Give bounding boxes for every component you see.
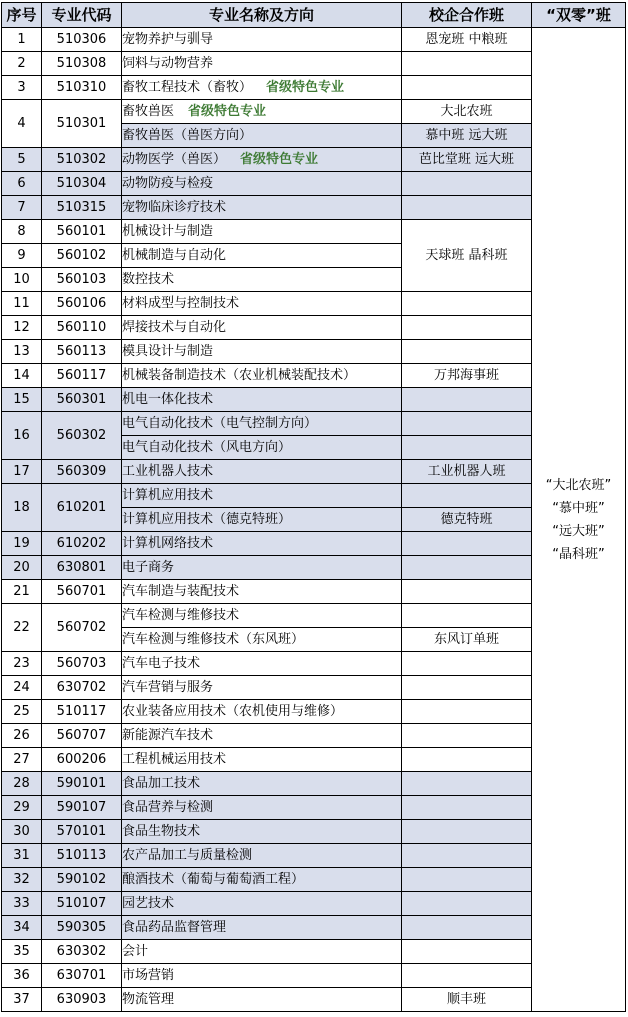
coop-class: 天球班 晶科班 xyxy=(402,220,532,292)
major-code: 560302 xyxy=(42,412,122,460)
coop-class: 万邦海事班 xyxy=(402,364,532,388)
major-name-text: 机电一体化技术 xyxy=(122,392,214,407)
coop-class xyxy=(402,172,532,196)
major-name xyxy=(122,700,402,724)
coop-class: 大北农班 xyxy=(402,100,532,124)
major-name xyxy=(122,844,402,868)
coop-class: 慕中班 远大班 xyxy=(402,124,532,148)
major-code: 510315 xyxy=(42,196,122,220)
major-code: 610202 xyxy=(42,532,122,556)
major-code: 590305 xyxy=(42,916,122,940)
coop-class xyxy=(402,484,532,508)
row-number: 16 xyxy=(2,412,42,460)
major-name-text: 汽车营销与服务 xyxy=(122,680,214,695)
row-number: 9 xyxy=(2,244,42,268)
major-name-text: 食品药品监督管理 xyxy=(122,920,227,935)
coop-class xyxy=(402,556,532,580)
major-name-text: 材料成型与控制技术 xyxy=(122,296,240,311)
major-name xyxy=(122,604,402,628)
major-name xyxy=(122,412,402,436)
major-name-text: 会计 xyxy=(122,944,149,959)
major-name xyxy=(122,724,402,748)
row-number: 6 xyxy=(2,172,42,196)
coop-class: 恩宠班 中粮班 xyxy=(402,28,532,52)
major-name xyxy=(122,292,402,316)
major-name-text: 电气自动化技术（电气控制方向） xyxy=(122,416,318,431)
major-name-text: 汽车检测与维修技术 xyxy=(122,608,240,623)
majors-table xyxy=(1,2,626,1012)
row-number: 3 xyxy=(2,76,42,100)
row-number: 10 xyxy=(2,268,42,292)
major-name xyxy=(122,508,402,532)
major-code: 560701 xyxy=(42,580,122,604)
major-name xyxy=(122,196,402,220)
major-name xyxy=(122,316,402,340)
dual-zero-classes xyxy=(532,28,626,1012)
major-code: 510310 xyxy=(42,76,122,100)
major-name xyxy=(122,364,402,388)
major-name-text: 食品生物技术 xyxy=(122,824,201,839)
row-number: 4 xyxy=(2,100,42,148)
major-name xyxy=(122,100,402,124)
major-name-text: 园艺技术 xyxy=(122,896,175,911)
major-name-text: 宠物养护与驯导 xyxy=(122,32,214,47)
major-name-text: 宠物临床诊疗技术 xyxy=(122,200,227,215)
major-name-text: 计算机应用技术（德克特班） xyxy=(122,512,292,527)
coop-class xyxy=(402,700,532,724)
major-name xyxy=(122,796,402,820)
major-name xyxy=(122,484,402,508)
major-name-text: 畜牧兽医（兽医方向） xyxy=(122,128,253,143)
coop-class xyxy=(402,724,532,748)
major-code: 630701 xyxy=(42,964,122,988)
row-number: 33 xyxy=(2,892,42,916)
major-name-text: 食品营养与检测 xyxy=(122,800,214,815)
major-name-text: 动物防疫与检疫 xyxy=(122,176,214,191)
major-name-text: 机械设计与制造 xyxy=(122,224,214,239)
row-number: 34 xyxy=(2,916,42,940)
major-name-text: 畜牧工程技术（畜牧） xyxy=(122,80,253,95)
row-number: 29 xyxy=(2,796,42,820)
major-name xyxy=(122,676,402,700)
row-number: 5 xyxy=(2,148,42,172)
major-name-text: 饲料与动物营养 xyxy=(122,56,214,71)
major-name xyxy=(122,268,402,292)
coop-class xyxy=(402,532,532,556)
major-name-text: 机械装备制造技术（农业机械装配技术） xyxy=(122,368,357,383)
major-code: 560703 xyxy=(42,652,122,676)
major-name-text: 新能源汽车技术 xyxy=(122,728,214,743)
major-name-text: 食品加工技术 xyxy=(122,776,201,791)
major-name-text: 模具设计与制造 xyxy=(122,344,214,359)
coop-class xyxy=(402,844,532,868)
major-name xyxy=(122,76,402,100)
dual-class-item: “慕中班” xyxy=(552,500,605,516)
major-code: 560101 xyxy=(42,220,122,244)
header-dual: “双零”班 xyxy=(532,3,626,28)
row-number: 35 xyxy=(2,940,42,964)
row-number: 24 xyxy=(2,676,42,700)
coop-class xyxy=(402,580,532,604)
coop-class: 芭比堂班 远大班 xyxy=(402,148,532,172)
major-name-text: 工业机器人技术 xyxy=(122,464,214,479)
coop-class xyxy=(402,412,532,436)
coop-class: 工业机器人班 xyxy=(402,460,532,484)
major-code: 510306 xyxy=(42,28,122,52)
row-number: 2 xyxy=(2,52,42,76)
major-name-text: 电气自动化技术（风电方向） xyxy=(122,440,292,455)
major-name-text: 数控技术 xyxy=(122,272,175,287)
major-name xyxy=(122,628,402,652)
major-name-text: 酿酒技术（葡萄与葡萄酒工程） xyxy=(122,872,305,887)
header-no: 序号 xyxy=(2,3,42,28)
major-name-text: 物流管理 xyxy=(122,992,175,1007)
row-number: 25 xyxy=(2,700,42,724)
major-code: 630702 xyxy=(42,676,122,700)
major-code: 630903 xyxy=(42,988,122,1012)
major-name-text: 农业装备应用技术（农机使用与维修） xyxy=(122,704,344,719)
row-number: 7 xyxy=(2,196,42,220)
coop-class xyxy=(402,820,532,844)
major-name-text: 汽车电子技术 xyxy=(122,656,201,671)
header-row xyxy=(2,3,626,28)
major-code: 510301 xyxy=(42,100,122,148)
row-number: 26 xyxy=(2,724,42,748)
major-name xyxy=(122,172,402,196)
dual-class-item: “晶科班” xyxy=(552,546,605,562)
row-number: 31 xyxy=(2,844,42,868)
row-number: 1 xyxy=(2,28,42,52)
row-number: 13 xyxy=(2,340,42,364)
row-number: 37 xyxy=(2,988,42,1012)
major-name xyxy=(122,388,402,412)
major-name-text: 计算机网络技术 xyxy=(122,536,214,551)
row-number: 23 xyxy=(2,652,42,676)
major-code: 560102 xyxy=(42,244,122,268)
table-row xyxy=(2,28,626,52)
coop-class xyxy=(402,316,532,340)
row-number: 14 xyxy=(2,364,42,388)
major-name xyxy=(122,28,402,52)
major-name-text: 焊接技术与自动化 xyxy=(122,320,227,335)
major-name-text: 计算机应用技术 xyxy=(122,488,214,503)
major-code: 560106 xyxy=(42,292,122,316)
coop-class xyxy=(402,964,532,988)
major-name-text: 畜牧兽医 xyxy=(122,104,175,119)
major-name xyxy=(122,220,402,244)
major-name-text: 市场营销 xyxy=(122,968,175,983)
header-code: 专业代码 xyxy=(42,3,122,28)
coop-class xyxy=(402,676,532,700)
major-name xyxy=(122,772,402,796)
provincial-feature-tag: 省级特色专业 xyxy=(266,80,345,95)
major-name xyxy=(122,892,402,916)
major-code: 560707 xyxy=(42,724,122,748)
row-number: 18 xyxy=(2,484,42,532)
row-number: 36 xyxy=(2,964,42,988)
major-code: 590107 xyxy=(42,796,122,820)
major-code: 630302 xyxy=(42,940,122,964)
coop-class xyxy=(402,52,532,76)
coop-class xyxy=(402,652,532,676)
major-code: 610201 xyxy=(42,484,122,532)
row-number: 12 xyxy=(2,316,42,340)
major-name xyxy=(122,580,402,604)
row-number: 30 xyxy=(2,820,42,844)
major-name xyxy=(122,556,402,580)
major-code: 510117 xyxy=(42,700,122,724)
major-code: 560702 xyxy=(42,604,122,652)
major-name xyxy=(122,436,402,460)
row-number: 11 xyxy=(2,292,42,316)
coop-class xyxy=(402,892,532,916)
major-name xyxy=(122,244,402,268)
major-name xyxy=(122,340,402,364)
major-name-text: 汽车检测与维修技术（东风班） xyxy=(122,632,305,647)
coop-class xyxy=(402,868,532,892)
major-code: 560301 xyxy=(42,388,122,412)
major-code: 510107 xyxy=(42,892,122,916)
major-name-text: 机械制造与自动化 xyxy=(122,248,227,263)
coop-class xyxy=(402,388,532,412)
major-name-text: 电子商务 xyxy=(122,560,175,575)
major-code: 570101 xyxy=(42,820,122,844)
major-code: 560117 xyxy=(42,364,122,388)
coop-class xyxy=(402,340,532,364)
coop-class xyxy=(402,604,532,628)
major-name xyxy=(122,748,402,772)
major-name xyxy=(122,52,402,76)
major-name xyxy=(122,964,402,988)
major-name-text: 汽车制造与装配技术 xyxy=(122,584,240,599)
row-number: 21 xyxy=(2,580,42,604)
coop-class xyxy=(402,292,532,316)
coop-class xyxy=(402,436,532,460)
coop-class xyxy=(402,916,532,940)
major-name xyxy=(122,148,402,172)
major-code: 510308 xyxy=(42,52,122,76)
row-number: 8 xyxy=(2,220,42,244)
major-name xyxy=(122,124,402,148)
row-number: 32 xyxy=(2,868,42,892)
major-name xyxy=(122,652,402,676)
row-number: 27 xyxy=(2,748,42,772)
dual-class-item: “大北农班” xyxy=(545,477,612,493)
major-name-text: 工程机械运用技术 xyxy=(122,752,227,767)
row-number: 20 xyxy=(2,556,42,580)
major-code: 560113 xyxy=(42,340,122,364)
major-name xyxy=(122,916,402,940)
header-name: 专业名称及方向 xyxy=(122,3,402,28)
coop-class: 德克特班 xyxy=(402,508,532,532)
major-code: 600206 xyxy=(42,748,122,772)
major-code: 510302 xyxy=(42,148,122,172)
major-code: 630801 xyxy=(42,556,122,580)
major-code: 510304 xyxy=(42,172,122,196)
table-body xyxy=(2,28,626,1012)
major-code: 590102 xyxy=(42,868,122,892)
dual-class-item: “远大班” xyxy=(552,523,605,539)
major-code: 560103 xyxy=(42,268,122,292)
row-number: 19 xyxy=(2,532,42,556)
major-name-text: 农产品加工与质量检测 xyxy=(122,848,253,863)
major-name xyxy=(122,532,402,556)
major-name xyxy=(122,940,402,964)
major-name-text: 动物医学（兽医） xyxy=(122,152,227,167)
coop-class xyxy=(402,748,532,772)
row-number: 22 xyxy=(2,604,42,652)
major-code: 560309 xyxy=(42,460,122,484)
row-number: 15 xyxy=(2,388,42,412)
provincial-feature-tag: 省级特色专业 xyxy=(240,152,319,167)
major-name xyxy=(122,988,402,1012)
major-code: 510113 xyxy=(42,844,122,868)
coop-class: 东风订单班 xyxy=(402,628,532,652)
coop-class xyxy=(402,196,532,220)
row-number: 17 xyxy=(2,460,42,484)
major-code: 590101 xyxy=(42,772,122,796)
coop-class xyxy=(402,796,532,820)
coop-class: 顺丰班 xyxy=(402,988,532,1012)
header-coop: 校企合作班 xyxy=(402,3,532,28)
major-name xyxy=(122,820,402,844)
major-code: 560110 xyxy=(42,316,122,340)
major-name xyxy=(122,460,402,484)
major-name xyxy=(122,868,402,892)
coop-class xyxy=(402,940,532,964)
row-number: 28 xyxy=(2,772,42,796)
coop-class xyxy=(402,772,532,796)
coop-class xyxy=(402,76,532,100)
provincial-feature-tag: 省级特色专业 xyxy=(188,104,267,119)
